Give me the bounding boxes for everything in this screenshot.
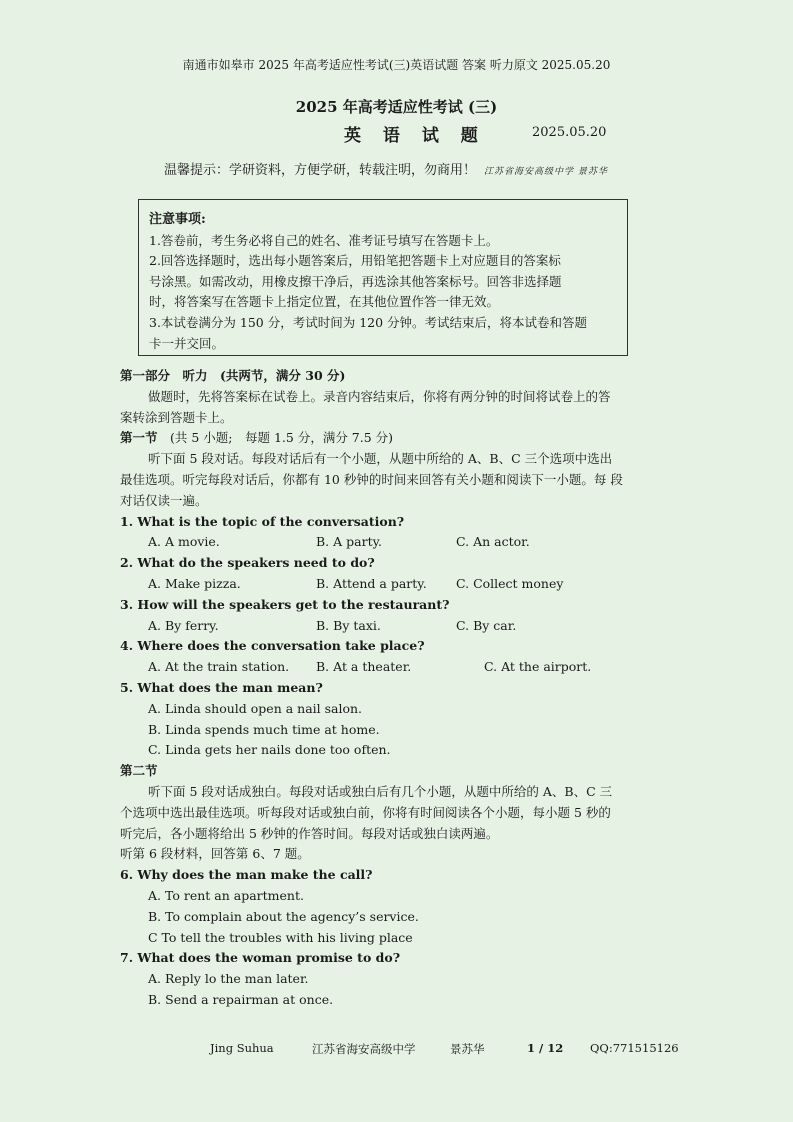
option-b: B. At a theater.	[316, 659, 412, 675]
page-header: 南通市如皋市 2025 年高考适应性考试(三)英语试题 答案 听力原文 2025.05.20	[182, 58, 611, 72]
option-c: C. At the airport.	[484, 659, 592, 675]
footer-qq: QQ:771515126	[590, 1041, 679, 1055]
section2-heading: 第二节	[120, 763, 158, 779]
part1-intro-line: 做题时，先将答案标在试卷上。录音内容结束后，你将有两分钟的时间将试卷上的答	[148, 388, 611, 404]
option-b: B. Attend a party.	[316, 575, 427, 591]
options-3	[120, 616, 680, 637]
option-c: C. Collect money	[456, 575, 564, 591]
option-a: A. To rent an apartment.	[148, 887, 304, 903]
option-a: A. By ferry.	[148, 617, 219, 633]
options-1	[120, 532, 680, 553]
section1-intro-line: 最佳选项。听完每段对话后，你都有 10 秒钟的时间来回答有关小题和阅读下一小题。每 段	[120, 471, 623, 487]
question-3: 3. How will the speakers get to the restaurant?	[120, 596, 450, 612]
notice-line: 时，将答案写在答题卡上指定位置，在其他位置作答一律无效。	[149, 294, 500, 310]
question-5: 5. What does the man mean?	[120, 679, 323, 695]
section1-intro-line: 对话仅读一遍。	[120, 492, 208, 508]
question-7: 7. What does the woman promise to do?	[120, 950, 401, 966]
option-a: A. At the train station.	[148, 659, 290, 675]
tip-text: 温馨提示：学研资料，方便学研，转载注明，勿商用！	[164, 163, 477, 178]
notice-line: 1.答卷前，考生务必将自己的姓名、准考证号填写在答题卡上。	[149, 232, 499, 248]
option-a: A. Linda should open a nail salon.	[148, 700, 363, 716]
notice-line: 3.本试卷满分为 150 分，考试时间为 120 分钟。考试结束后，将本试卷和答题	[149, 314, 588, 330]
footer-author: Jing Suhua	[210, 1041, 274, 1055]
question-2: 2. What do the speakers need to do?	[120, 555, 375, 571]
footer-school: 江苏省海安高级中学	[312, 1042, 416, 1056]
section1-label: 第一节	[120, 430, 158, 446]
notice-box	[138, 199, 628, 356]
option-b: B. By taxi.	[316, 617, 381, 633]
options-4	[120, 657, 680, 678]
part1-heading: 第一部分 听力 (共两节，满分 30 分)	[120, 368, 346, 383]
option-c: C. An actor.	[456, 534, 530, 550]
tip-source: 江苏省海安高级中学 景苏华	[484, 167, 608, 177]
notice-line: 卡一并交回。	[149, 335, 225, 351]
question-6: 6. Why does the man make the call?	[120, 867, 373, 883]
section2-intro-line: 听下面 5 段对话成独白。每段对话或独白后有几个小题，从题中所给的 A、B、C 三	[148, 783, 613, 799]
tip-line	[164, 159, 608, 178]
notice-line: 2.回答选择题时，选出每小题答案后，用铅笔把答题卡上对应题目的答案标	[149, 253, 561, 269]
section1-heading	[120, 428, 680, 449]
options-2	[120, 574, 680, 595]
exam-subtitle: 英 语 试 题	[344, 126, 486, 146]
section1-desc: (共 5 小题; 每题 1.5 分，满分 7.5 分)	[157, 430, 394, 446]
question-1: 1. What is the topic of the conversation?	[120, 513, 405, 529]
option-b: B. A party.	[316, 534, 382, 550]
page-number: 1 / 12	[527, 1041, 564, 1055]
footer-name: 景苏华	[450, 1042, 485, 1056]
question-4: 4. Where does the conversation take place?	[120, 638, 425, 654]
option-b: B. To complain about the agency’s service.	[148, 908, 419, 924]
option-b: B. Send a repairman at once.	[148, 991, 334, 1007]
notice-title: 注意事项:	[149, 212, 206, 227]
option-c: C. Linda gets her nails done too often.	[148, 742, 391, 758]
option-a: A. Reply lo the man later.	[148, 971, 309, 987]
exam-body	[120, 366, 680, 1011]
option-b: B. Linda spends much time at home.	[148, 721, 380, 737]
exam-title: 2025 年高考适应性考试 (三)	[295, 98, 498, 116]
option-c: C. By car.	[456, 617, 517, 633]
section1-intro-line: 听下面 5 段对话。每段对话后有一个小题，从题中所给的 A、B、C 三个选项中选出	[148, 451, 613, 467]
section2-intro-line: 个选项中选出最佳选项。听每段对话或独白前，你将有时间阅读各个小题，每小题 5 秒的	[120, 804, 611, 820]
exam-date: 2025.05.20	[532, 125, 607, 140]
option-c: C To tell the troubles with his living place	[148, 929, 413, 945]
section2-intro-line: 听完后，各小题将给出 5 秒钟的作答时间。每段对话或独白读两遍。	[120, 825, 499, 841]
option-a: A. A movie.	[148, 534, 220, 550]
option-a: A. Make pizza.	[148, 575, 241, 591]
part1-intro-line: 案转涂到答题卡上。	[120, 409, 233, 425]
listen-instruction: 听第 6 段材料，回答第 6、7 题。	[120, 846, 310, 862]
notice-line: 号涂黑。如需改动，用橡皮擦干净后，再选涂其他答案标号。回答非选择题	[149, 273, 562, 289]
